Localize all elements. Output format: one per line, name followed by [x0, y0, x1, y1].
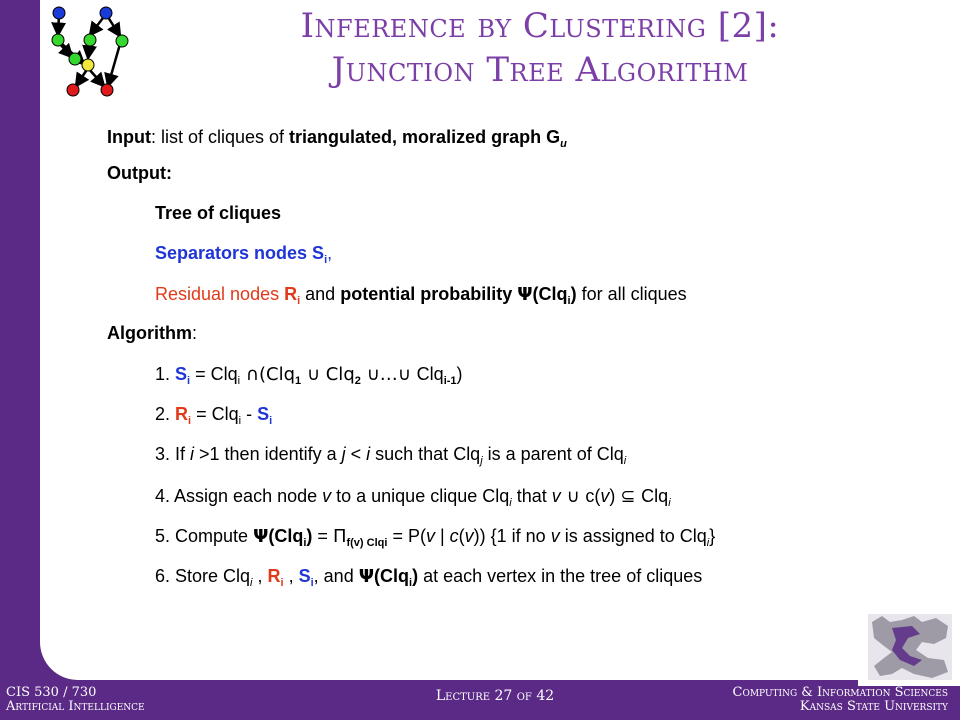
step5-i: i [303, 537, 307, 549]
step3-lt: < [345, 444, 367, 464]
residual-close: ) [570, 284, 577, 304]
residual-R: R [284, 284, 298, 304]
input-sub: u [560, 138, 567, 150]
footer-course-name: Artificial Intelligence [6, 699, 145, 714]
step2-num: 2. [155, 404, 176, 424]
input-text: : list of cliques of [150, 127, 290, 147]
residual-mid: and [300, 284, 341, 304]
footer-lecture: Lecture 27 of 42 [435, 688, 555, 704]
footer-dept-name: Computing & Information Sciences [732, 685, 948, 700]
step1-cap: ∩(Clq [240, 364, 295, 385]
step6-close: ) [412, 566, 419, 586]
step2-S-sub: i [269, 415, 273, 427]
step4-cl: ) [609, 486, 621, 506]
title-line-2: Junction Tree Algorithm [331, 50, 749, 90]
step2-R-sub: i [188, 415, 192, 427]
step1-one: 1 [295, 375, 302, 387]
step6-S-sub: i [310, 577, 314, 589]
step5-c: c [449, 526, 459, 546]
step4-cup: ∪ [560, 486, 586, 507]
step6-psi: Ψ [358, 566, 375, 587]
step5-paren: ( [458, 526, 465, 546]
step3-j-sub: j [480, 455, 483, 467]
step6-R: R [267, 566, 281, 586]
step4-i: i [509, 497, 512, 509]
footer-university: Kansas State University [799, 699, 948, 714]
step6-text: 6. Store Clq [155, 566, 251, 586]
step1-clq-sub: i [237, 375, 241, 387]
bayesian-network-logo-icon [44, 4, 140, 100]
step2-eq: = Clq [191, 404, 239, 424]
residual-clq-sub: i [567, 295, 571, 307]
step5-pi: Π [332, 526, 347, 547]
step4-c: c( [585, 486, 601, 506]
step1-S: S [175, 364, 188, 384]
step5-text: 5. Compute [155, 526, 254, 546]
step3-j: j [341, 444, 346, 464]
step5-mid: | [434, 526, 450, 546]
step6-c1: , [252, 566, 268, 586]
residual-tail: for all cliques [576, 284, 687, 304]
wildcat-logo-icon [858, 606, 960, 686]
step4-that: that [511, 486, 552, 506]
step2-R: R [175, 404, 189, 424]
step1-cup: ∪ Clq [301, 364, 355, 385]
step6-S: S [298, 566, 311, 586]
footer-course [6, 686, 145, 714]
step1-im1: i-1 [443, 375, 457, 387]
output-separators-line [155, 242, 332, 264]
step5-v3: v [550, 526, 560, 546]
step6-i2: i [409, 577, 413, 589]
footer-course-number: CIS 530 / 730 [6, 685, 97, 700]
step1-close: ) [456, 364, 463, 384]
step-5 [155, 525, 715, 548]
step5-clq: (Clq [268, 526, 304, 546]
step5-p: = P( [387, 526, 426, 546]
step-6 [155, 565, 702, 588]
step3-i-sub: i [623, 455, 627, 467]
input-line [107, 126, 567, 148]
step3-i2: i [366, 444, 371, 464]
step3-text: 3. If [155, 444, 191, 464]
step3-such: such that Clq [370, 444, 481, 464]
step4-to: to a unique clique Clq [331, 486, 510, 506]
step4-v3: v [600, 486, 610, 506]
output-label-line [107, 162, 172, 184]
step-4 [155, 485, 671, 508]
step5-pi-sub: f(v) Clqi [346, 537, 388, 549]
slide-title [150, 4, 930, 92]
output-residual-line [155, 283, 687, 306]
step1-dots: ∪…∪ [360, 364, 417, 385]
step5-v2: v [464, 526, 474, 546]
step1-S-sub: i [187, 375, 191, 387]
step5-close2: )) {1 if no [473, 526, 551, 546]
step1-eq: = Clq [190, 364, 238, 384]
step-2 [155, 403, 272, 425]
step5-tail: is assigned to Clq [559, 526, 707, 546]
step3-i: i [190, 444, 195, 464]
step4-subset: ⊆ [620, 486, 642, 507]
step-3 [155, 443, 626, 465]
step4-text: 4. Assign each node [155, 486, 323, 506]
separators-text: Separators nodes S [155, 243, 325, 263]
step5-brace: } [709, 526, 716, 546]
step6-R-sub: i [280, 577, 284, 589]
step6-c2: , [283, 566, 299, 586]
step1-two: 2 [354, 375, 361, 387]
step4-i2: i [668, 497, 671, 509]
step1-clq: Clq [416, 364, 444, 384]
residual-bold: potential probability [340, 284, 518, 304]
footer-department [733, 686, 948, 714]
step4-v: v [322, 486, 332, 506]
step5-close: ) [306, 526, 313, 546]
step3-gt: >1 then identify a [194, 444, 342, 464]
step2-clq-sub: i [238, 415, 242, 427]
step6-clq: (Clq [374, 566, 410, 586]
step1-num: 1. [155, 364, 176, 384]
algorithm-label-line [107, 322, 197, 344]
residual-sub: i [297, 295, 301, 307]
step6-i: i [250, 577, 253, 589]
step6-and: , and [313, 566, 359, 586]
step5-psi: Ψ [253, 526, 269, 547]
step5-v: v [425, 526, 435, 546]
step5-eq: = [312, 526, 333, 546]
step2-S: S [257, 404, 270, 424]
step4-v2: v [551, 486, 561, 506]
psi-symbol: Ψ [517, 284, 533, 305]
step5-i2: i [706, 537, 710, 549]
step4-clq: Clq [641, 486, 669, 506]
title-line-1: Inference by Clustering [2]: [300, 6, 780, 46]
input-bold: triangulated, moralized graph G [289, 127, 561, 147]
residual-clq: (Clq [532, 284, 568, 304]
algorithm-label: Algorithm [107, 323, 192, 343]
separators-sub: i [324, 254, 328, 266]
output-tree: Tree of cliques [155, 203, 282, 223]
step-1 [155, 363, 463, 386]
residual-pre: Residual nodes [155, 284, 285, 304]
algorithm-colon: : [192, 323, 198, 343]
step6-tail: at each vertex in the tree of cliques [418, 566, 703, 586]
separators-tail: , [327, 243, 333, 263]
output-tree-line [155, 202, 281, 224]
step3-parent: is a parent of Clq [482, 444, 624, 464]
output-label: Output: [107, 163, 172, 183]
step2-minus: - [241, 404, 258, 424]
input-label: Input [107, 127, 151, 147]
